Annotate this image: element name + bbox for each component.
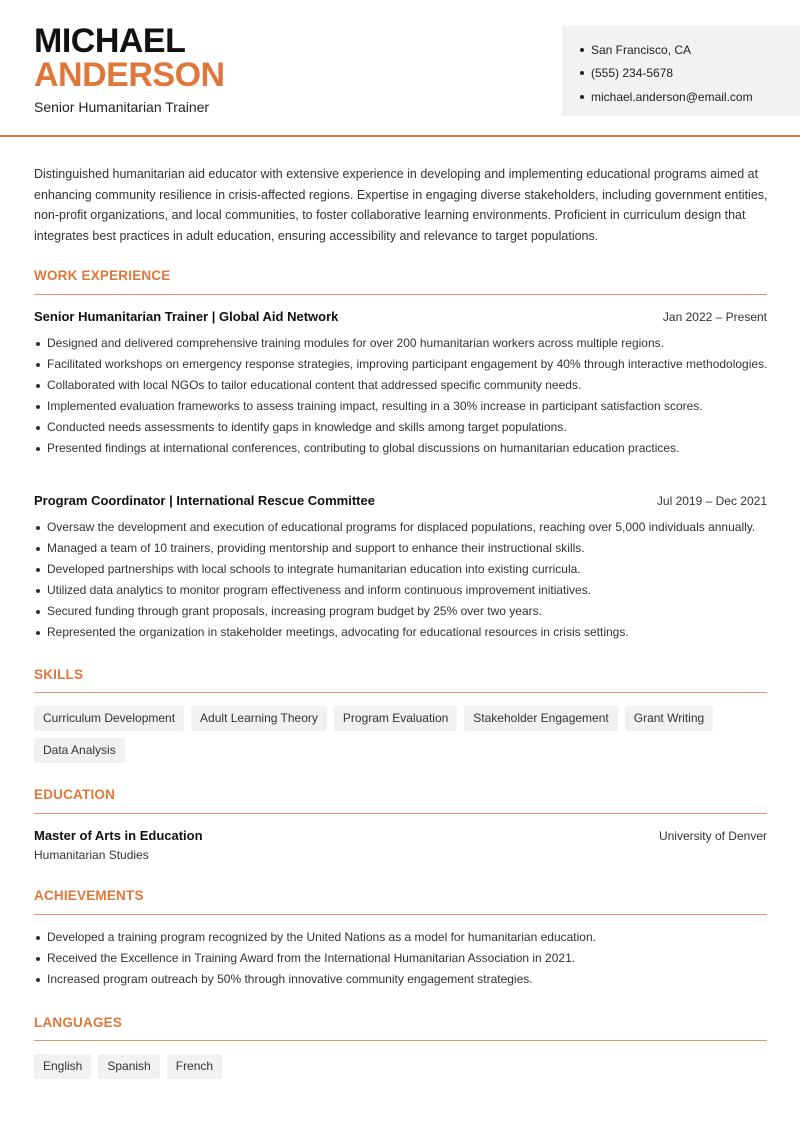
job-title: Senior Humanitarian Trainer (34, 99, 210, 115)
list-item: Designed and delivered comprehensive training modules for over 200 humanitarian workers across multiple regions. (34, 335, 769, 352)
language-tag: French (167, 1054, 222, 1079)
job-dates-2: Jul 2019 – Dec 2021 (656, 494, 767, 508)
professional-summary: Distinguished humanitarian aid educator with extensive experience in developing and implementing educational programs aimed at enhancing community resilience in crisis-affected regions. Expertise in engaging diverse stakeholders, including government entities, non-profit organizations, and local communities, to foster collaborative learning environments. Proficient in curriculum design that integrates best practices in adult education, ensuring accessibility and relevance to target populations. (34, 167, 768, 243)
section-divider (34, 813, 767, 814)
list-item: Facilitated workshops on emergency response strategies, improving participant engagement by 40% through interactive methodologies. (34, 356, 769, 373)
skill-tag: Grant Writing (625, 706, 713, 731)
degree: Master of Arts in Education (34, 828, 203, 843)
skills-tags (34, 706, 774, 763)
list-item: Represented the organization in stakeholder meetings, advocating for educational resources in crisis settings. (34, 624, 769, 641)
list-item: Utilized data analytics to monitor program effectiveness and inform continuous improvement initiatives. (34, 582, 769, 599)
skills-heading: SKILLS (34, 667, 84, 682)
list-item: Developed a training program recognized by the United Nations as a model for humanitarian education. (34, 929, 769, 946)
contact-phone (580, 62, 800, 86)
bullet-icon (580, 95, 584, 99)
skill-tag: Stakeholder Engagement (464, 706, 617, 731)
work-experience-heading: WORK EXPERIENCE (34, 268, 171, 283)
contact-email-text: michael.anderson@email.com (591, 89, 753, 104)
contact-location-text: San Francisco, CA (591, 42, 692, 57)
resume-header (0, 0, 800, 137)
job-header-2 (34, 493, 767, 508)
job-role-1: Senior Humanitarian Trainer | Global Aid Network (34, 309, 339, 324)
list-item: Secured funding through grant proposals, increasing program budget by 25% over two years. (34, 603, 769, 620)
section-divider (34, 914, 767, 915)
section-divider (34, 1040, 767, 1041)
language-tag: Spanish (98, 1054, 159, 1079)
list-item: Implemented evaluation frameworks to assess training impact, resulting in a 30% increase in participant satisfaction scores. (34, 398, 769, 415)
languages-tags (34, 1054, 774, 1079)
contact-location (580, 38, 800, 62)
list-item: Managed a team of 10 trainers, providing mentorship and support to enhance their instructional skills. (34, 540, 769, 557)
contact-box (562, 26, 800, 116)
job-bullets-2 (34, 519, 769, 646)
bullet-icon (580, 71, 584, 75)
first-name: MICHAEL (34, 22, 186, 60)
list-item: Collaborated with local NGOs to tailor educational content that addressed specific community needs. (34, 377, 769, 394)
list-item: Presented findings at international conferences, contributing to global discussions on humanitarian education practices. (34, 440, 769, 457)
skill-tag: Data Analysis (34, 738, 125, 763)
job-dates-1: Jan 2022 – Present (662, 310, 767, 324)
section-divider (34, 692, 767, 693)
skill-tag: Adult Learning Theory (191, 706, 327, 731)
list-item: Increased program outreach by 50% through innovative community engagement strategies. (34, 971, 769, 988)
list-item: Developed partnerships with local schools to integrate humanitarian education into existing curricula. (34, 561, 769, 578)
education-heading: EDUCATION (34, 787, 116, 802)
education-row (34, 828, 767, 843)
list-item: Conducted needs assessments to identify gaps in knowledge and skills among target populations. (34, 419, 769, 436)
list-item: Received the Excellence in Training Award from the International Humanitarian Association in 2021. (34, 950, 769, 967)
skill-tag: Program Evaluation (334, 706, 457, 731)
field-of-study: Humanitarian Studies (34, 848, 149, 862)
contact-email (580, 85, 800, 109)
achievements-heading: ACHIEVEMENTS (34, 888, 144, 903)
list-item: Oversaw the development and execution of educational programs for displaced populations, reaching over 5,000 individuals annually. (34, 519, 769, 536)
job-role-2: Program Coordinator | International Rescue Committee (34, 493, 375, 508)
section-divider (34, 294, 767, 295)
job-header-1 (34, 309, 767, 324)
last-name: ANDERSON (34, 56, 225, 94)
language-tag: English (34, 1054, 91, 1079)
school: University of Denver (658, 829, 767, 843)
bullet-icon (580, 48, 584, 52)
skill-tag: Curriculum Development (34, 706, 184, 731)
achievements-list (34, 929, 769, 992)
job-bullets-1 (34, 335, 769, 462)
contact-phone-text: (555) 234-5678 (591, 66, 674, 81)
languages-heading: LANGUAGES (34, 1015, 123, 1030)
